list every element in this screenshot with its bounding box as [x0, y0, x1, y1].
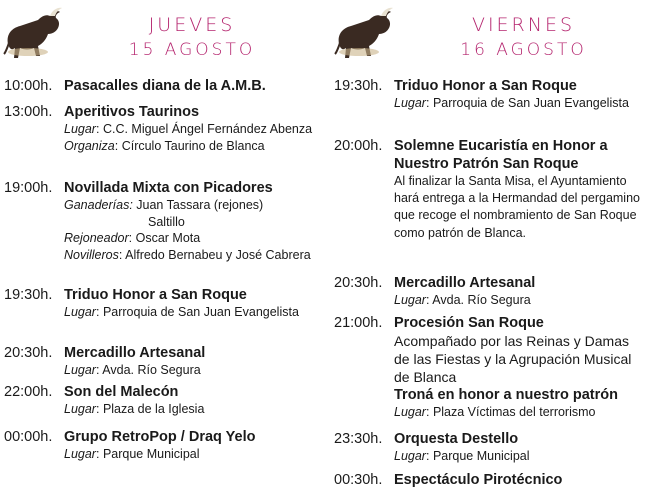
event-time: 22:00h.: [4, 384, 53, 400]
event-time: 20:30h.: [4, 345, 53, 361]
day-header: [0, 0, 320, 70]
event-time: 19:30h.: [4, 287, 53, 303]
thursday-column: [0, 0, 320, 461]
event-time: 23:30h.: [334, 431, 383, 447]
event-time: 19:00h.: [4, 180, 53, 196]
event-location: Lugar: Avda. Río Segura: [394, 293, 531, 307]
event-time: 10:00h.: [4, 78, 53, 94]
event-time: 21:00h.: [334, 315, 383, 331]
event-novilleros: Novilleros: Alfredo Bernabeu y José Cabrera: [64, 247, 311, 262]
event-location: Lugar: Plaza Víctimas del terrorismo: [394, 405, 596, 419]
day-name: VIERNES: [471, 14, 576, 36]
bull-icon: [2, 4, 64, 62]
event-location: Lugar: Parque Municipal: [394, 449, 530, 463]
event-time: 20:30h.: [334, 275, 383, 291]
day-date: 15 AGOSTO: [128, 40, 256, 60]
day-header: [333, 0, 650, 70]
event-title: Aperitivos Taurinos: [64, 104, 200, 120]
event-description: Acompañado por las Reinas y Damas de las Fiestas y la Agrupación Musical de Blanca: [394, 333, 632, 385]
event-time: 00:00h.: [4, 429, 53, 445]
event-title: Son del Malecón: [64, 384, 179, 400]
day-name: JUEVES: [148, 14, 236, 36]
event-title: Grupo RetroPop / Draq Yelo: [64, 429, 256, 445]
event-rejoneador: Rejoneador: Oscar Mota: [64, 231, 201, 246]
event-title: Triduo Honor a San Roque: [394, 78, 577, 94]
event-title: Pasacalles diana de la A.M.B.: [64, 78, 266, 94]
event-time: 20:00h.: [334, 138, 383, 154]
event-time: 13:00h.: [4, 104, 53, 120]
event-title: Orquesta Destello: [394, 431, 519, 447]
event-location: Lugar: C.C. Miguel Ángel Fernández Abenza: [64, 122, 313, 136]
event-location: Lugar: Parroquia de San Juan Evangelista: [64, 305, 299, 319]
event-description: Al finalizar la Santa Misa, el Ayuntamiento hará entrega a la Hermandad del pergamino que recoge el nombramiento de San Roque como patrón de Blanca.: [394, 174, 640, 240]
event-title: Mercadillo Artesanal: [394, 275, 536, 291]
event-title: Espectáculo Pirotécnico: [394, 472, 563, 488]
event-time: 00:30h.: [334, 472, 383, 488]
event-ganaderias-2: Saltillo: [148, 214, 185, 229]
event-ganaderias: Ganaderías: Juan Tassara (rejones): [64, 198, 264, 212]
event-title: Mercadillo Artesanal: [64, 345, 206, 361]
bull-icon: [333, 4, 395, 62]
day-date: 16 AGOSTO: [460, 40, 587, 60]
event-location: Lugar: Parque Municipal: [64, 447, 200, 461]
event-title: Novillada Mixta con Picadores: [64, 180, 273, 196]
event-location: Lugar: Parroquia de San Juan Evangelista: [394, 96, 629, 110]
event-subtitle: Troná en honor a nuestro patrón: [394, 387, 618, 403]
event-title: Triduo Honor a San Roque: [64, 287, 247, 303]
event-time: 19:30h.: [334, 78, 383, 94]
event-title: Solemne Eucaristía en Honor a Nuestro Patrón San Roque: [394, 138, 608, 172]
event-location: Lugar: Plaza de la Iglesia: [64, 402, 205, 416]
friday-column: [333, 0, 650, 488]
event-organizer: Organiza: Círculo Taurino de Blanca: [64, 138, 265, 153]
event-title: Procesión San Roque: [394, 315, 544, 331]
event-location: Lugar: Avda. Río Segura: [64, 363, 201, 377]
